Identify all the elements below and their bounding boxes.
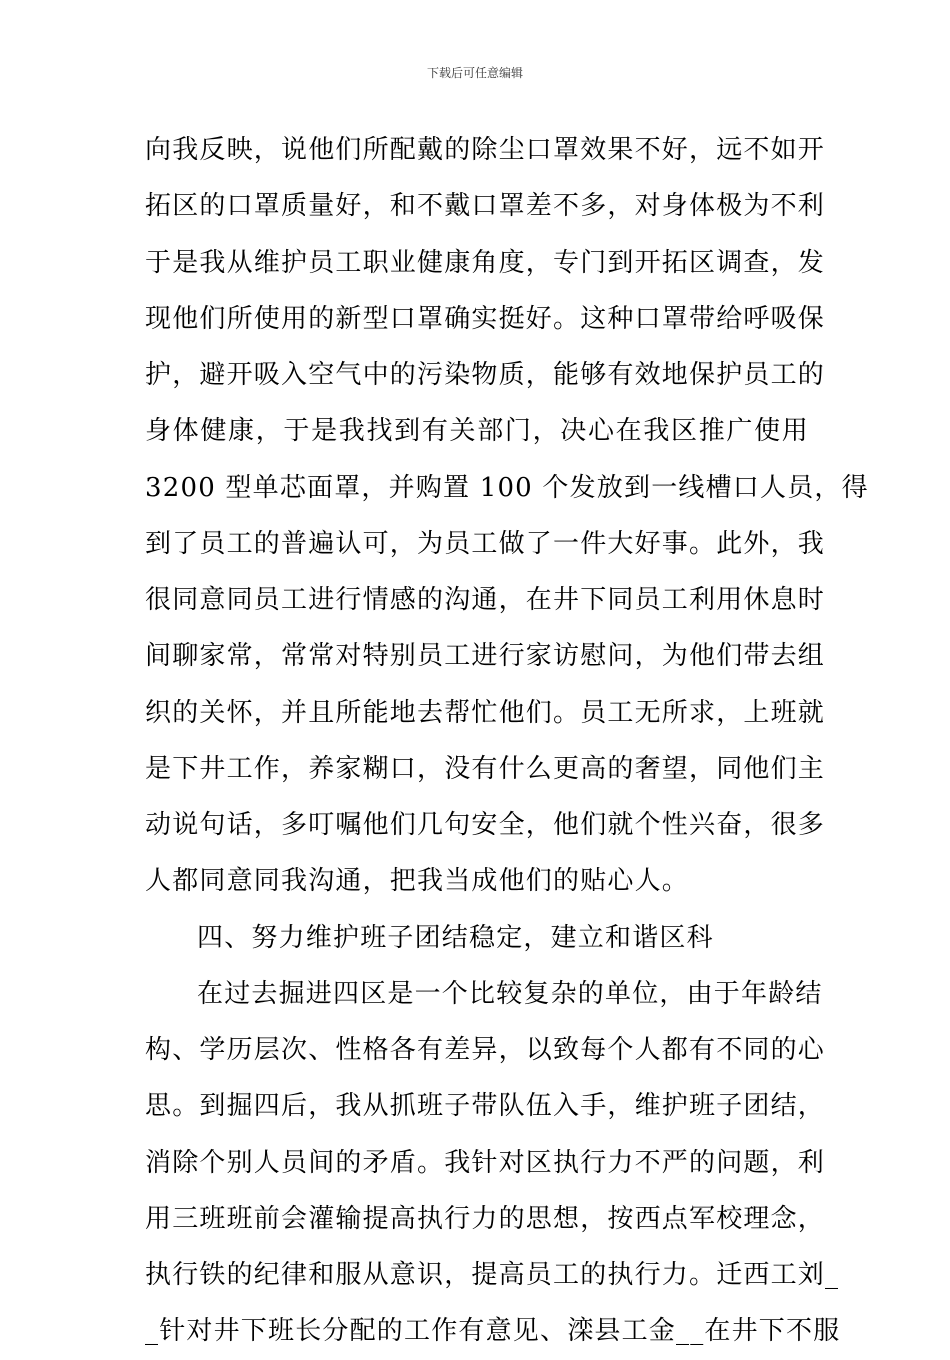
text-line: 是下井工作，养家糊口，没有什么更高的奢望，同他们主 bbox=[145, 753, 826, 784]
text-line: 向我反映，说他们所配戴的除尘口罩效果不好，远不如开 bbox=[145, 135, 826, 165]
text-line: 在过去掘进四区是一个比较复杂的单位，由于年龄结 bbox=[197, 978, 823, 1009]
text-line: 消除个别人员间的矛盾。我针对区执行力不严的问题，利 bbox=[145, 1147, 826, 1178]
text-line: 用三班班前会灌输提高执行力的思想，按西点军校理念， bbox=[145, 1203, 826, 1234]
text-line: 人都同意同我沟通，把我当成他们的贴心人。 bbox=[145, 866, 690, 897]
text-line: 构、学历层次、性格各有差异，以致每个人都有不同的心 bbox=[145, 1035, 826, 1065]
text-line: 织的关怀，并且所能地去帮忙他们。员工无所求，上班就 bbox=[145, 697, 826, 728]
text-line: 于是我从维护员工职业健康角度，专门到开拓区调查，发 bbox=[145, 247, 826, 278]
text-line: 很同意同员工进行情感的沟通，在井下同员工利用休息时 bbox=[145, 585, 826, 615]
text-line: 执行铁的纪律和服从意识，提高员工的执行力。迁西工刘_ bbox=[145, 1260, 840, 1290]
text-line: 3200 型单芯面罩，并购置 100 个发放到一线槽口人员，得 bbox=[145, 472, 869, 503]
text-line: 拓区的口罩质量好，和不戴口罩差不多，对身体极为不利 bbox=[145, 191, 826, 222]
text-line: 到了员工的普遍认可，为员工做了一件大好事。此外，我 bbox=[145, 528, 826, 559]
section-heading: 四、努力维护班子团结稳定，建立和谐区科 bbox=[197, 922, 714, 953]
text-line: 身体健康，于是我找到有关部门，决心在我区推广使用 bbox=[145, 416, 809, 447]
text-line: 现他们所使用的新型口罩确实挺好。这种口罩带给呼吸保 bbox=[145, 303, 826, 334]
text-line: 护，避开吸入空气中的污染物质，能够有效地保护员工的 bbox=[145, 360, 826, 390]
document-body bbox=[145, 122, 869, 1360]
text-line: 间聊家常，常常对特别员工进行家访慰问，为他们带去组 bbox=[145, 641, 826, 672]
text-line: _针对井下班长分配的工作有意见、滦县工金__在井下不服 bbox=[145, 1316, 841, 1347]
page-header: 下载后可任意编辑 bbox=[426, 66, 523, 80]
text-line: 思。到掘四后，我从抓班子带队伍入手，维护班子团结， bbox=[145, 1091, 826, 1122]
text-line: 动说句话，多叮嘱他们几句安全，他们就个性兴奋，很多 bbox=[145, 810, 826, 840]
